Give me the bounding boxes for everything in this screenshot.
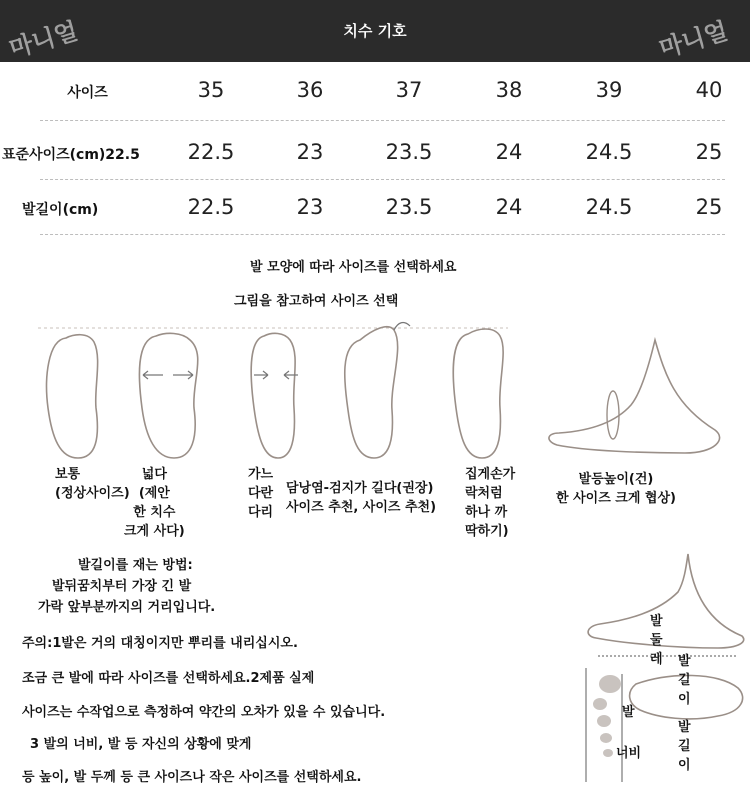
row-label: 사이즈 xyxy=(67,85,108,101)
foot-type-label: 담낭염-검지가 길다(권장) 사이즈 추천, 사이즈 추천) xyxy=(286,481,437,515)
narrow-foot-icon xyxy=(251,333,295,458)
table-cell: 23 xyxy=(296,140,324,164)
table-row xyxy=(0,124,750,182)
long-toe-foot-icon xyxy=(345,327,398,458)
foot-measure-diagram xyxy=(578,552,748,797)
table-cell: 36 xyxy=(296,78,324,102)
table-cell: 22.5 xyxy=(187,195,235,219)
wide-foot-icon xyxy=(139,333,197,458)
table-cell: 37 xyxy=(395,78,423,102)
note-line: 조금 큰 발에 따라 사이즈를 선택하세요.2제품 실제 xyxy=(22,671,315,686)
table-cell: 24 xyxy=(495,195,523,219)
table-row xyxy=(0,62,750,120)
table-row xyxy=(0,179,750,237)
foot-type-label: 넓다 (제안 한 치수 크게 사다) xyxy=(124,467,185,539)
instep-height-icon xyxy=(545,335,745,460)
note-line: 주의:1발은 거의 대칭이지만 뿌리를 내리십시오. xyxy=(22,636,298,651)
width-label: 발 xyxy=(622,705,635,720)
size-table xyxy=(0,62,750,242)
table-cell: 38 xyxy=(495,78,523,102)
table-cell: 24.5 xyxy=(585,140,633,164)
table-cell: 25 xyxy=(695,195,723,219)
table-cell: 22.5 xyxy=(187,140,235,164)
note-line: 사이즈는 수작업으로 측정하여 약간의 오차가 있을 수 있습니다. xyxy=(22,705,386,720)
page-title: 치수 기호 xyxy=(343,22,407,40)
table-cell: 24.5 xyxy=(585,195,633,219)
divider xyxy=(40,120,725,121)
measure-title: 발길이를 재는 방법: xyxy=(78,558,193,573)
watermark: 마니얼 xyxy=(656,16,731,63)
measure-line: 가락 앞부분까지의 거리입니다. xyxy=(38,600,216,615)
foot-type-label: 집게손가 락처럼 하나 까 딱하기) xyxy=(465,467,516,539)
table-cell: 40 xyxy=(695,78,723,102)
foot-type-label: 가느 다란 다리 xyxy=(248,467,274,520)
width-label: 너비 xyxy=(616,746,642,761)
note-line: 등 높이, 발 두께 등 큰 사이즈나 작은 사이즈를 선택하세요. xyxy=(22,770,362,785)
table-cell: 24 xyxy=(495,140,523,164)
divider xyxy=(40,234,725,235)
row-label: 발길이(cm) xyxy=(22,202,99,218)
note-line: 3 발의 너비, 발 등 자신의 상황에 맞게 xyxy=(30,737,252,752)
table-cell: 25 xyxy=(695,140,723,164)
table-cell: 39 xyxy=(595,78,623,102)
circumference-label: 발 둘 레 xyxy=(650,614,663,667)
row-label: 표준사이즈(cm)22.5 xyxy=(2,147,140,163)
table-cell: 23 xyxy=(296,195,324,219)
foot-shape-subheading: 그림을 참고하여 사이즈 선택 xyxy=(234,294,399,309)
claw-toe-foot-icon xyxy=(453,329,503,458)
normal-foot-icon xyxy=(47,335,98,458)
watermark: 마니얼 xyxy=(6,16,81,63)
table-cell: 35 xyxy=(197,78,225,102)
length-label: 발 길 이 xyxy=(678,720,691,773)
foot-shape-heading: 발 모양에 따라 사이즈를 선택하세요 xyxy=(250,260,457,275)
length-label: 발 길 이 xyxy=(678,654,691,707)
table-cell: 23.5 xyxy=(385,195,433,219)
table-cell: 23.5 xyxy=(385,140,433,164)
instep-label: 발등높이(건) 한 사이즈 크게 협상) xyxy=(556,472,676,506)
foot-shapes-diagram xyxy=(38,318,508,468)
foot-type-label: 보통 (정상사이즈) xyxy=(55,467,130,501)
measure-line: 발뒤꿈치부터 가장 긴 발 xyxy=(52,579,192,594)
